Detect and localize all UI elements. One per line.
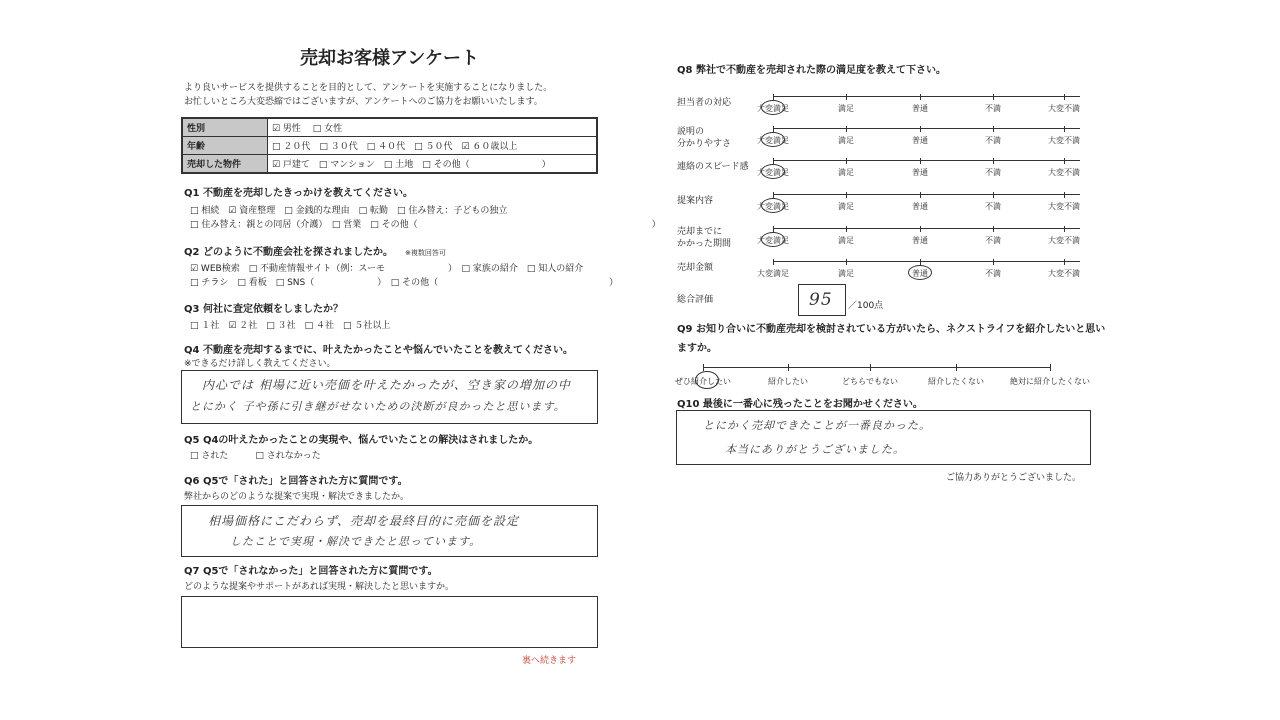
q8-scale-option[interactable]: 不満	[985, 269, 1001, 278]
q8-scale-option[interactable]: 不満	[985, 104, 1001, 113]
intro-line-2: お忙しいところ大変恐縮ではございますが、アンケートへのご協力をお願いいたします。	[184, 97, 543, 107]
q8-scale-tick	[993, 94, 994, 100]
q6-title: Q6 Q5で「された」と回答された方に質問です。	[184, 476, 408, 487]
q8-scale-option[interactable]: 不満	[985, 236, 1001, 245]
q10-answer-line-2: 本当にありがとうございました。	[725, 443, 905, 456]
q9-scale-tick	[703, 364, 704, 371]
q8-scale-option[interactable]: 大変満足	[757, 168, 789, 177]
q8-scale-tick	[993, 158, 994, 164]
q8-row-label: 売却金額	[677, 263, 714, 273]
q8-scale-tick	[993, 259, 994, 265]
age-label: 年齢	[182, 137, 268, 155]
gender-row	[182, 118, 597, 137]
q8-scale-option[interactable]: 満足	[838, 136, 854, 145]
q9-scale-option[interactable]: 紹介したくない	[928, 377, 984, 386]
q8-scale-option[interactable]: 大変不満	[1048, 136, 1080, 145]
q2-title: Q2 どのように不動産会社を探されましたか。	[184, 247, 393, 258]
q8-scale-option[interactable]: 普通	[912, 269, 928, 278]
intro-line-1: より良いサービスを提供することを目的として、アンケートを実施することになりました。	[184, 83, 553, 93]
q8-scale-tick	[1064, 192, 1065, 198]
q4-answer-line-2: とにかく 子や孫に引き継がせないための決断が良かったと思います。	[190, 400, 566, 413]
q8-row-label-2: かかった期間	[677, 239, 732, 249]
q8-scale-tick	[993, 226, 994, 232]
q8-scale-line	[773, 128, 1080, 129]
property-label: 売却した物件	[182, 155, 268, 174]
q8-scale-tick	[846, 259, 847, 265]
q10-answer-line-1: とにかく売却できたことが一番良かった。	[703, 419, 931, 432]
q1-options-2[interactable]: □ 住み替え：親との同居（介護） □ 営業 □ その他（ ）	[190, 220, 661, 230]
q3-title: Q3 何社に査定依頼をしましたか？	[184, 304, 343, 315]
q8-scale-tick	[846, 158, 847, 164]
q9-title-line-1: Q9 お知り合いに不動産売却を検討されている方がいたら、ネクストライフを紹介したいと思い	[677, 324, 1106, 335]
q2-options-2[interactable]: □ チラシ □ 看板 □ SNS（ ） □ その他（ ）	[190, 278, 619, 288]
q8-scale-option[interactable]: 大変不満	[1048, 269, 1080, 278]
q8-scale-line	[773, 261, 1080, 262]
q8-title: Q8 弊社で不動産を売却された際の満足度を教えて下さい。	[677, 65, 946, 76]
q8-row-label: 担当者の対応	[677, 98, 732, 108]
q6-answer-line-1: 相場価格にこだわらず、売却を最終目的に売価を設定	[208, 514, 520, 528]
q2-options-1[interactable]: ☑ WEB検索 □ 不動産情報サイト（例：スーモ ） □ 家族の紹介 □ 知人の紹介	[190, 264, 584, 274]
q8-scale-tick	[920, 226, 921, 232]
q8-scale-tick	[1064, 259, 1065, 265]
q9-scale-tick	[870, 364, 871, 371]
q8-scale-tick	[1064, 94, 1065, 100]
q9-scale-tick	[788, 364, 789, 371]
gender-label: 性別	[182, 118, 268, 137]
q8-scale-option[interactable]: 大変満足	[757, 136, 789, 145]
q7-subtitle: どのような提案やサポートがあれば実現・解決したと思いますか。	[184, 582, 455, 592]
q8-scale-tick	[920, 126, 921, 132]
q8-scale-tick	[1064, 226, 1065, 232]
thanks-note: ご協力ありがとうございました。	[946, 473, 1082, 483]
q8-row-label: 連絡のスピード感	[677, 162, 749, 172]
q8-row-label: 売却までに	[677, 227, 723, 237]
q8-selected-mark	[761, 164, 785, 179]
age-options[interactable]: □ ２０代 □ ３０代 □ ４０代 □ ５０代 ☑ ６０歳以上	[268, 137, 598, 155]
q8-selected-mark	[761, 232, 785, 247]
q8-scale-option[interactable]: 大変不満	[1048, 168, 1080, 177]
q8-scale-option[interactable]: 大変不満	[1048, 104, 1080, 113]
q9-selected-mark	[695, 371, 719, 389]
q8-row-label-2: 分かりやすさ	[677, 139, 732, 149]
respondent-info-table	[181, 117, 598, 174]
q8-row-label: 説明の	[677, 127, 705, 137]
q8-selected-mark	[761, 132, 785, 147]
page-title: 売却お客様アンケート	[300, 48, 479, 69]
q8-scale-option[interactable]: 不満	[985, 136, 1001, 145]
q7-title: Q7 Q5で「されなかった」と回答された方に質問です。	[184, 566, 438, 577]
q8-scale-option[interactable]: 大変満足	[757, 269, 789, 278]
q9-scale-tick	[1050, 364, 1051, 371]
q10-title: Q10 最後に一番心に残ったことをお聞かせください。	[677, 399, 923, 410]
q4-note: ※できるだけ詳しく教えてください。	[184, 359, 336, 369]
q8-scale-option[interactable]: 普通	[912, 236, 928, 245]
q8-scale-option[interactable]: 普通	[912, 168, 928, 177]
q9-scale-line	[703, 367, 1050, 368]
q9-title-line-2: ますか。	[677, 343, 717, 354]
q1-options-1[interactable]: □ 相続 ☑ 資産整理 □ 金銭的な理由 □ 転勤 □ 住み替え：子どもの独立	[190, 206, 508, 216]
q8-scale-option[interactable]: 満足	[838, 202, 854, 211]
q6-subtitle: 弊社からのどのような提案で実現・解決できましたか。	[184, 492, 410, 502]
q8-scale-option[interactable]: 大変満足	[757, 104, 789, 113]
q8-scale-tick	[846, 94, 847, 100]
q8-scale-option[interactable]: 普通	[912, 202, 928, 211]
q8-scale-tick	[920, 192, 921, 198]
q3-options[interactable]: □ １社 ☑ ２社 □ ３社 □ ４社 □ ５社以上	[190, 321, 391, 331]
q8-row-label: 提案内容	[677, 196, 714, 206]
q8-scale-option[interactable]: 満足	[838, 104, 854, 113]
q8-scale-option[interactable]: 普通	[912, 104, 928, 113]
q9-scale-option[interactable]: 絶対に紹介したくない	[1010, 377, 1090, 386]
q9-scale-option[interactable]: ぜひ紹介したい	[675, 377, 731, 386]
q8-scale-option[interactable]: 大変満足	[757, 202, 789, 211]
q5-title: Q5 Q4の叶えたかったことの実現や、悩んでいたことの解決はされましたか。	[184, 435, 539, 446]
q2-note: ※複数回答可	[405, 249, 446, 257]
q8-scale-tick	[920, 94, 921, 100]
q4-answer-line-1: 内心では 相場に近い売価を叶えたかったが、空き家の増加の中	[202, 378, 571, 392]
q8-scale-tick	[773, 259, 774, 265]
q5-options[interactable]: □ された □ されなかった	[190, 451, 321, 461]
q8-selected-mark	[908, 265, 932, 280]
continue-note: 裏へ続きます	[522, 656, 577, 666]
q4-title: Q4 不動産を売却するまでに、叶えたかったことや悩んでいたことを教えてください。	[184, 345, 573, 356]
q8-scale-option[interactable]: 満足	[838, 236, 854, 245]
q10-answer-box[interactable]	[676, 410, 1091, 465]
q8-scale-option[interactable]: 普通	[912, 136, 928, 145]
q9-scale-option[interactable]: どちらでもない	[842, 377, 898, 386]
total-score-label: 総合評価	[677, 295, 714, 305]
property-row	[182, 155, 597, 174]
q8-scale-line	[773, 160, 1080, 161]
q8-scale-option[interactable]: 大変満足	[757, 236, 789, 245]
q8-scale-option[interactable]: 大変不満	[1048, 202, 1080, 211]
q8-scale-tick	[920, 158, 921, 164]
property-options[interactable]: ☑ 戸建て □ マンション □ 土地 □ その他（ ）	[268, 155, 598, 174]
q8-scale-tick	[846, 226, 847, 232]
q9-scale-tick	[956, 364, 957, 371]
total-score-box[interactable]	[798, 284, 846, 316]
q8-selected-mark	[761, 198, 785, 213]
total-score-suffix: ／100点	[848, 301, 884, 311]
age-row	[182, 137, 597, 155]
q8-scale-tick	[846, 126, 847, 132]
q7-answer-box[interactable]	[181, 596, 598, 648]
q8-scale-line	[773, 96, 1080, 97]
q8-scale-tick	[846, 192, 847, 198]
q8-scale-tick	[1064, 126, 1065, 132]
q8-scale-option[interactable]: 満足	[838, 269, 854, 278]
q6-answer-line-2: したことで実現・解決できたと思っています。	[230, 535, 482, 548]
q6-answer-box[interactable]	[181, 505, 598, 557]
q8-scale-tick	[993, 126, 994, 132]
q8-scale-option[interactable]: 不満	[985, 168, 1001, 177]
q8-scale-option[interactable]: 不満	[985, 202, 1001, 211]
q8-scale-line	[773, 194, 1080, 195]
q8-scale-tick	[1064, 158, 1065, 164]
q1-title: Q1 不動産を売却したきっかけを教えてください。	[184, 188, 413, 199]
q9-scale-option[interactable]: 紹介したい	[768, 377, 808, 386]
q8-scale-tick	[993, 192, 994, 198]
q8-selected-mark	[761, 100, 785, 115]
q4-answer-box[interactable]	[181, 370, 598, 424]
total-score-value: 95	[809, 290, 833, 310]
gender-options[interactable]: ☑ 男性 □ 女性	[268, 118, 598, 137]
q8-scale-option[interactable]: 満足	[838, 168, 854, 177]
q8-scale-option[interactable]: 大変不満	[1048, 236, 1080, 245]
q8-scale-line	[773, 228, 1080, 229]
